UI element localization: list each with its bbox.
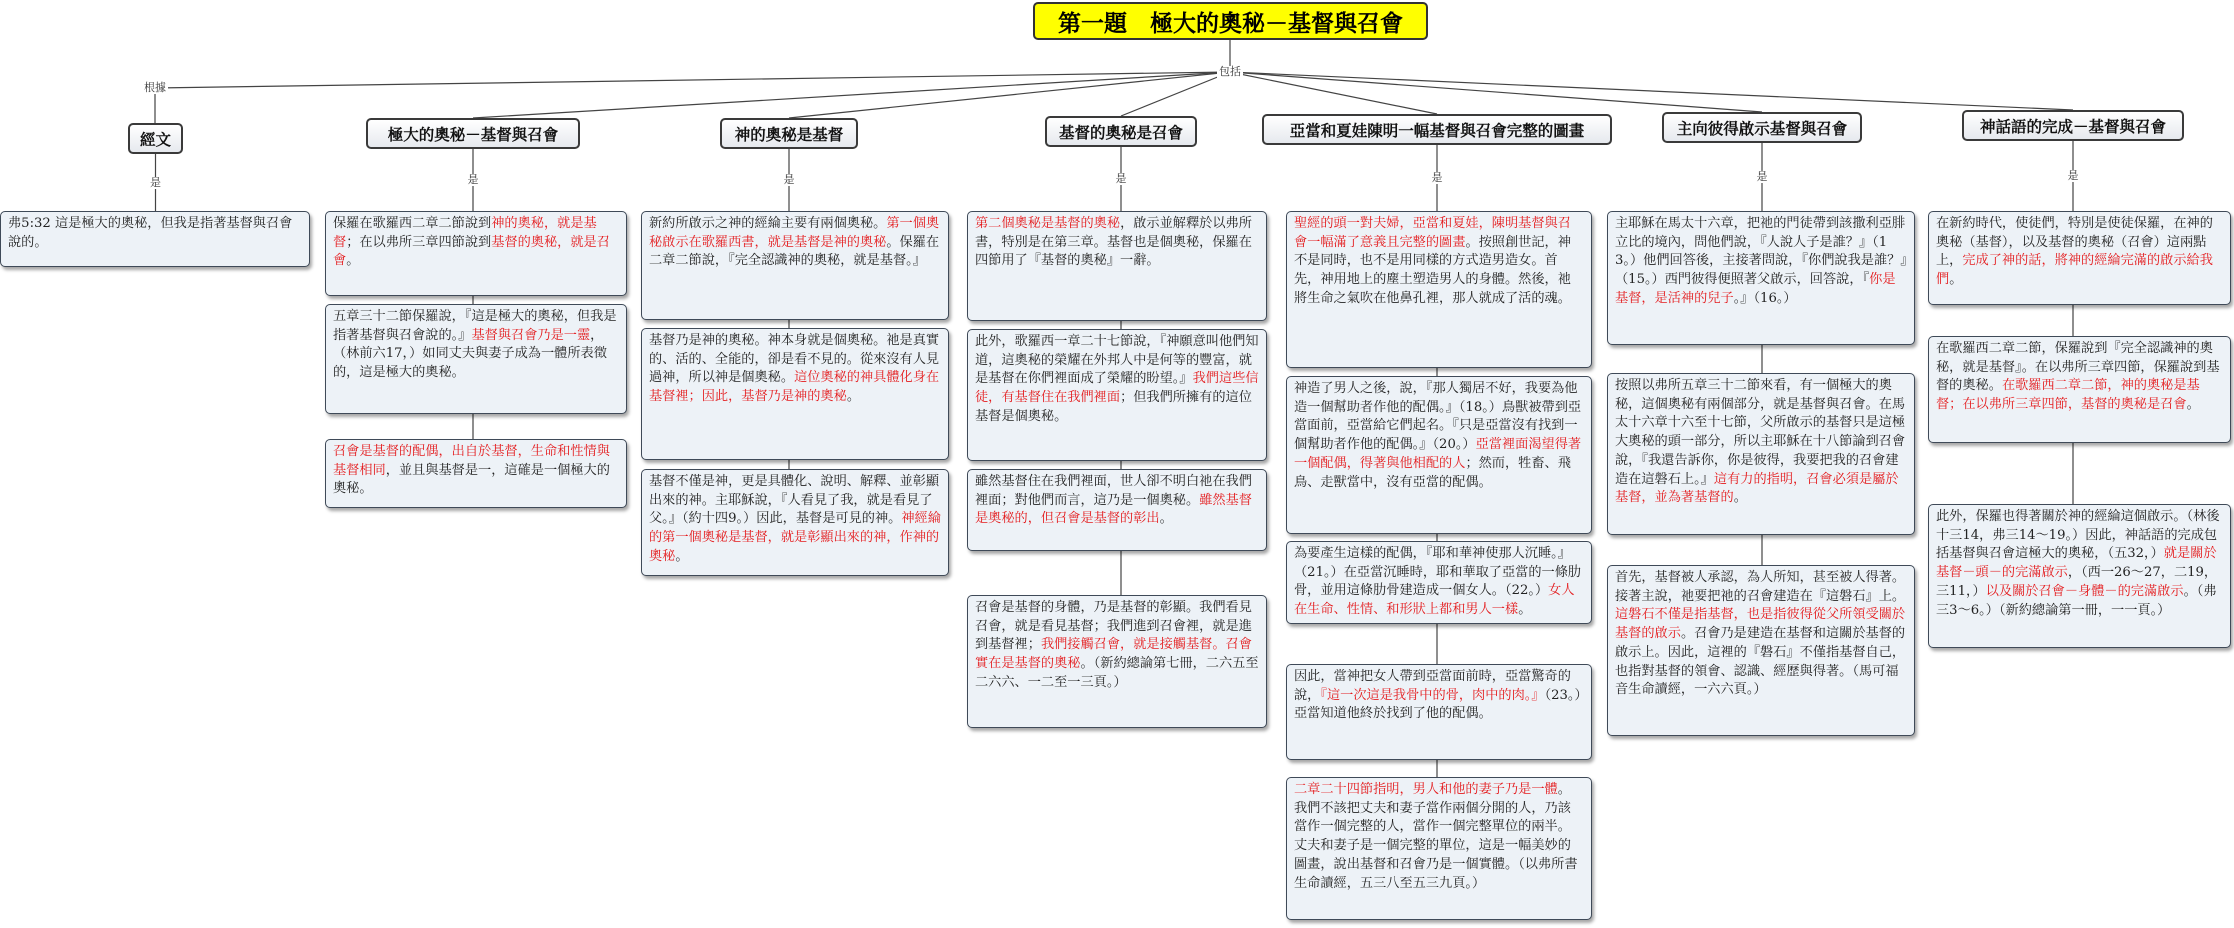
- text-segment: 。: [1733, 490, 1747, 506]
- content-box: [967, 329, 1267, 461]
- text-segment: 。（弗三3～6。）（新約總論第一冊，一一頁。）: [1936, 583, 2217, 618]
- text-segment: 為要產生這樣的配偶，『耶和華神使那人沉睡。』（21。）在亞當沉睡時，耶和華取了亞當的一條肋骨，並用這條肋骨建造成一個女人。（22。）: [1294, 546, 1582, 599]
- text-segment: 神的奧秘，就是基督: [333, 216, 597, 250]
- content-box: [967, 211, 1267, 321]
- label-is-5: 是: [1756, 170, 1768, 183]
- text-segment: 。我們不該把丈夫和妻子當作兩個分開的人，乃該當作一個完整的人，當作一個完整單位的兩半。丈夫和妻子是一個完整的單位，這是一幅美妙的圖畫，說出基督和召會乃是一個實體。（以弗所書生命讀經，五三八至五三九頁。）: [1294, 782, 1578, 891]
- label-is-3: 是: [1115, 172, 1127, 185]
- text-segment: 召會是基督的配偶，出自於基督，生命和性情與基督相同: [333, 444, 610, 478]
- text-segment: 召會是基督的身體，乃是基督的彰顯。我們看見召會，就是看見基督；我們進到召會裡，就是進到基督裡；: [975, 600, 1252, 653]
- text-segment: 就是關於基督－頭－的完滿啟示: [1936, 546, 2217, 581]
- branch-heading-0: 經文: [128, 123, 183, 154]
- text-segment: 。: [346, 253, 360, 269]
- content-box: [967, 595, 1267, 728]
- scripture-box: [0, 211, 310, 267]
- text-segment: 此外，保羅也得著關於神的經綸這個啟示。（林後十三14，弗三14～19。）因此，神話語的完成包括基督與召會這極大的奧秘，（五32，）: [1936, 509, 2220, 562]
- link-basis: [155, 72, 1230, 88]
- text-segment: 。（新約總論第七冊，二六五至二六六、一二至一三頁。）: [975, 656, 1259, 690]
- text-segment: 雖然基督住在我們裡面，世人卻不明白祂在我們裡面；對他們而言，這乃是一個奧秘。: [975, 474, 1252, 508]
- content-box: [1286, 376, 1592, 534]
- text-segment: 基督與召會乃是一靈: [471, 327, 591, 343]
- text-segment: 。: [1518, 602, 1532, 618]
- text-segment: 在歌羅西二章二節，保羅說到『完全認識神的奧秘，就是基督』。在以弗所三章四節，保羅說到基督的奧秘。: [1936, 341, 2220, 394]
- label-is-1: 是: [467, 173, 479, 186]
- text-segment: 雖然基督是奧秘的，但召會是基督的彰出: [975, 492, 1252, 527]
- content-box: [1286, 777, 1592, 920]
- text-segment: 聖經的頭一對夫婦，亞當和夏娃，陳明基督與召會一幅滿了意義且完整的圖畫: [1294, 216, 1571, 250]
- content-box: [967, 469, 1267, 551]
- text-segment: 基督的奧秘，就是召會: [333, 234, 610, 269]
- text-segment: 完成了神的話，將神的經綸完滿的啟示給我們: [1936, 253, 2213, 288]
- text-segment: 基督乃是神的奧秘。神本身就是個奧秘。祂是真實的、活的、全能的，卻是看不見的。從來沒有人見過神，所以神是個奧秘。: [649, 333, 940, 386]
- text-segment: 這位奧秘的神具體化身在基督裡；因此，基督乃是神的奧秘: [649, 370, 940, 405]
- text-segment: 。: [1159, 511, 1173, 527]
- text-segment: 神經綸的第一個奧秘是基督，就是彰顯出來的神，作神的奧秘: [649, 511, 941, 564]
- content-box: [325, 211, 627, 296]
- text-segment: ；然而，牲畜、飛鳥、走獸當中，沒有亞當的配偶。: [1294, 455, 1571, 490]
- label-basis: 根據: [144, 81, 166, 94]
- content-box: [325, 304, 627, 414]
- text-segment: 弗5:32 這是極大的奧秘，但我是指著基督與召會說的。: [8, 216, 293, 250]
- link-includes-3: [1121, 72, 1230, 116]
- text-segment: 五章三十二節保羅說，『這是極大的奧秘，但我是指著基督與召會說的。』: [333, 309, 617, 343]
- content-box: [641, 211, 949, 320]
- text-segment: 我們接觸召會，就是接觸基督。召會實在是基督的奧秘: [975, 637, 1252, 672]
- text-segment: 首先，基督被人承認，為人所知，甚至被人得著。接著主說，祂要把祂的召會建造在『這磐石』上。: [1615, 570, 1906, 604]
- text-segment: 因此，當神把女人帶到亞當面前時，亞當驚奇的說，: [1294, 669, 1571, 703]
- text-segment: ，（林前六17，）如同丈夫與妻子成為一體所表徵的，這是極大的奧秘。: [333, 327, 607, 381]
- content-box: [1286, 664, 1592, 760]
- text-segment: （23。）亞當知道他終於找到了他的配偶。: [1294, 687, 1582, 722]
- text-segment: 神造了男人之後，說，『那人獨居不好，我要為他造一個幫助者作他的配偶。』（18。）鳥獸被帶到亞當面前，亞當給它們起名。『只是亞當沒有找到一個幫助者作他的配偶。』（20。）: [1294, 381, 1582, 453]
- text-segment: 新約所啟示之神的經綸主要有兩個奧秘。: [649, 216, 887, 231]
- root-topic: 第一題 極大的奧秘－基督與召會: [1033, 2, 1428, 40]
- text-segment: 亞當裡面渴望得著一個配偶，得著與他相配的人: [1294, 437, 1582, 471]
- text-segment: 基督不僅是神，更是具體化、說明、解釋、並彰顯出來的神。主耶穌說，『人看見了我，就是看見了父。』（約十四9。）因此，基督是可見的神。: [649, 474, 940, 527]
- text-segment: 保羅在歌羅西二章二節說到: [333, 216, 492, 231]
- content-box: [325, 439, 627, 508]
- text-segment: 以及關於召會－身體－的完滿啟示: [1985, 583, 2184, 599]
- label-is-4: 是: [1431, 171, 1443, 184]
- text-segment: 。按照創世記，神不是同時，也不是用同樣的方式造男造女。首先，神用地上的塵土塑造男人的身體。然後，祂將生命之氣吹在他鼻孔裡，那人就成了活的魂。: [1294, 234, 1571, 306]
- content-box: [641, 469, 949, 576]
- text-segment: 此外，歌羅西一章二十七節說，『神願意叫他們知道，這奧秘的榮耀在外邦人中是何等的豐富，就是基督在你們裡面成了榮耀的盼望。』: [975, 334, 1259, 387]
- text-segment: 這磐石不僅是指基督，也是指彼得從父所領受關於基督的啟示: [1615, 607, 1906, 642]
- text-segment: 。召會乃是建造在基督和這關於基督的啟示上。因此，這裡的『磐石』不僅指基督自己，也指對基督的領會、認識、經歷與得著。（馬可福音生命讀經，一六六頁。）: [1615, 626, 1906, 698]
- link-includes-4: [1230, 72, 1437, 114]
- text-segment: ；但我們所擁有的這位基督是個奧秘。: [975, 390, 1252, 424]
- text-segment: 按照以弗所五章三十二節來看，有一個極大的奧秘，這個奧秘有兩個部分，就是基督與召會。在馬太十六章十六至十七節，父所啟示的基督只是這極大奧秘的頭一部分，所以主耶穌在十八節論到召會說，『我還告訴你，你是彼得，我要把我的召會建造在這磐石上。』: [1615, 378, 1906, 487]
- content-box: [1928, 504, 2231, 648]
- link-includes-6: [1230, 72, 2073, 110]
- branch-heading-6: 神話語的完成－基督與召會: [1962, 110, 2184, 141]
- text-segment: 第一個奧秘啟示在歌羅西書，就是基督是神的奧秘: [649, 216, 940, 250]
- branch-heading-4: 亞當和夏娃陳明一幅基督與召會完整的圖畫: [1262, 114, 1612, 145]
- text-segment: 。』（16。）: [1733, 290, 1797, 306]
- label-is-2: 是: [783, 173, 795, 186]
- content-box: [1607, 211, 1915, 345]
- text-segment: 『這一次這是我骨中的骨，肉中的肉。』: [1320, 687, 1545, 703]
- label-is-6: 是: [2067, 169, 2079, 182]
- branch-heading-3: 基督的奧秘是召會: [1045, 116, 1197, 147]
- content-box: [1286, 541, 1592, 624]
- content-box: [1928, 336, 2231, 443]
- label-is-0: 是: [150, 175, 161, 189]
- content-box: [1928, 211, 2231, 305]
- branch-heading-1: 極大的奧秘－基督與召會: [366, 118, 580, 149]
- text-segment: 第二個奧秘是基督的奧秘: [975, 216, 1121, 231]
- text-segment: ，啟示並解釋於以弗所書，特別是在第三章。基督也是個奧秘，保羅在四節用了『基督的奧秘』一辭。: [975, 216, 1252, 269]
- text-segment: 。: [1949, 272, 1963, 288]
- content-box: [1286, 211, 1592, 368]
- text-segment: ，（西一26～27，二19，三11，）: [1936, 565, 2218, 599]
- text-segment: 。: [846, 389, 860, 405]
- text-segment: 二章二十四節指明，男人和他的妻子乃是一體: [1294, 782, 1558, 797]
- branch-heading-2: 神的奧秘是基督: [720, 118, 858, 149]
- content-box: [1607, 373, 1915, 535]
- text-segment: 。保羅在二章二節說，『完全認識神的奧秘，就是基督。』: [649, 234, 940, 269]
- text-segment: 。: [2186, 397, 2200, 413]
- text-segment: 女人在生命、性情、和形狀上都和男人一樣: [1294, 583, 1575, 618]
- text-segment: 在歌羅西二章二節，神的奧秘是基督；在以弗所三章四節，基督的奧秘是召會: [1936, 378, 2200, 413]
- branch-heading-5: 主向彼得啟示基督與召會: [1662, 112, 1862, 143]
- label-includes: 包括: [1219, 65, 1241, 78]
- text-segment: ；在以弗所三章四節說到: [346, 234, 492, 250]
- text-segment: 。: [675, 548, 689, 564]
- text-segment: 你是基督，是活神的兒子: [1615, 272, 1896, 306]
- text-segment: ，並且與基督是一，這確是一個極大的奧秘。: [333, 462, 610, 497]
- content-box: [1607, 565, 1915, 736]
- content-box: [641, 328, 949, 460]
- text-segment: 在新約時代，使徒們，特別是使徒保羅，在神的奧秘（基督），以及基督的奧秘（召會）這兩點上，: [1936, 216, 2213, 269]
- text-segment: 我們這些信徒，有基督住在我們裡面: [975, 371, 1259, 406]
- text-segment: 這有力的指明，召會必須是屬於基督，並為著基督的: [1615, 471, 1899, 506]
- text-segment: 主耶穌在馬太十六章，把祂的門徒帶到該撒利亞腓立比的境內，問他們說，『人說人子是誰？』（13。）他們回答後，主接著問說，『你們說我是誰？』（15。）西門彼得便照著父啟示，回答說，『: [1615, 216, 1907, 288]
